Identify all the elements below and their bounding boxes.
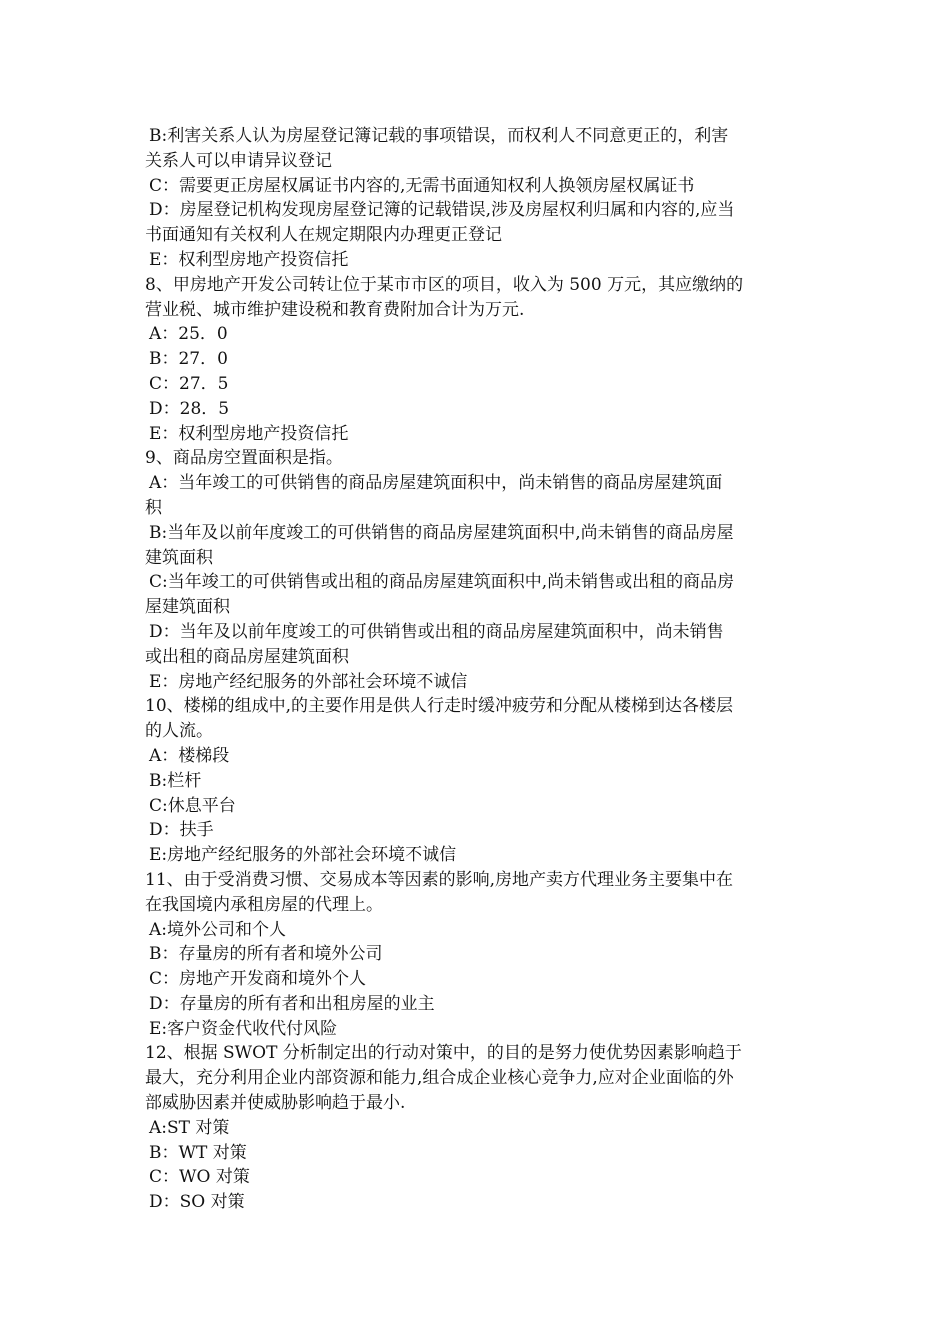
answer-option-line: C:休息平台	[149, 795, 236, 816]
answer-option-line: C:当年竣工的可供销售或出租的商品房屋建筑面积中,尚未销售或出租的商品房	[149, 572, 735, 593]
answer-option-line: D：房屋登记机构发现房屋登记簿的记载错误,涉及房屋权利归属和内容的,应当	[149, 200, 735, 221]
question-line: 8、甲房地产开发公司转让位于某市市区的项目，收入为 500 万元，其应缴纳的	[145, 274, 744, 295]
answer-option-line: B:当年及以前年度竣工的可供销售的商品房屋建筑面积中,尚未销售的商品房屋	[149, 522, 734, 543]
answer-option-line: D：28．5	[149, 398, 230, 419]
question-line: 9、商品房空置面积是指。	[145, 448, 343, 469]
answer-option-line: A：25．0	[149, 324, 228, 345]
question-line: 10、楼梯的组成中,的主要作用是供人行走时缓冲疲劳和分配从楼梯到达各楼层	[145, 696, 734, 717]
answer-option-line: C：房地产开发商和境外个人	[149, 969, 367, 990]
continuation-line: 在我国境内承租房屋的代理上。	[145, 894, 383, 915]
continuation-line: 部威胁因素并使威胁影响趋于最小.	[145, 1093, 406, 1114]
answer-option-line: E：权利型房地产投资信托	[149, 423, 349, 444]
continuation-line: 关系人可以申请异议登记	[145, 150, 332, 171]
answer-option-line: A:ST 对策	[149, 1117, 230, 1138]
continuation-line: 营业税、城市维护建设税和教育费附加合计为万元.	[145, 299, 525, 320]
continuation-line: 的人流。	[145, 721, 213, 742]
answer-option-line: D：存量房的所有者和出租房屋的业主	[149, 993, 435, 1014]
answer-option-line: B：WT 对策	[149, 1142, 247, 1163]
question-line: 11、由于受消费习惯、交易成本等因素的影响,房地产卖方代理业务主要集中在	[145, 869, 734, 890]
answer-option-line: B：27．0	[149, 349, 228, 370]
answer-option-line: E:房地产经纪服务的外部社会环境不诚信	[149, 845, 457, 866]
answer-option-line: A：楼梯段	[149, 745, 230, 766]
answer-option-line: E：权利型房地产投资信托	[149, 249, 349, 270]
answer-option-line: C：WO 对策	[149, 1167, 250, 1188]
continuation-line: 积	[145, 497, 162, 518]
document-page	[145, 124, 810, 1215]
answer-option-line: A:境外公司和个人	[149, 919, 287, 940]
answer-option-line: C：27．5	[149, 373, 229, 394]
answer-option-line: D：当年及以前年度竣工的可供销售或出租的商品房屋建筑面积中，尚未销售	[149, 621, 724, 642]
continuation-line: 书面通知有关权利人在规定期限内办理更正登记	[145, 225, 502, 246]
answer-option-line: C：需要更正房屋权属证书内容的,无需书面通知权利人换领房屋权属证书	[149, 175, 695, 196]
answer-option-line: D：扶手	[149, 820, 214, 841]
answer-option-line: D：SO 对策	[149, 1192, 245, 1213]
answer-option-line: E:客户资金代收代付风险	[149, 1018, 338, 1039]
continuation-line: 最大，充分利用企业内部资源和能力,组合成企业核心竞争力,应对企业面临的外	[145, 1068, 734, 1089]
answer-option-line: E：房地产经纪服务的外部社会环境不诚信	[149, 671, 468, 692]
answer-option-line: A：当年竣工的可供销售的商品房屋建筑面积中，尚未销售的商品房屋建筑面	[149, 473, 723, 494]
answer-option-line: B:利害关系人认为房屋登记簿记载的事项错误，而权利人不同意更正的，利害	[149, 126, 729, 146]
answer-option-line: B：存量房的所有者和境外公司	[149, 944, 383, 965]
continuation-line: 建筑面积	[145, 547, 213, 568]
question-line: 12、根据 SWOT 分析制定出的行动对策中，的目的是努力使优势因素影响趋于	[145, 1043, 742, 1064]
continuation-line: 或出租的商品房屋建筑面积	[145, 646, 349, 667]
answer-option-line: B:栏杆	[149, 770, 202, 791]
continuation-line: 屋建筑面积	[145, 597, 230, 618]
